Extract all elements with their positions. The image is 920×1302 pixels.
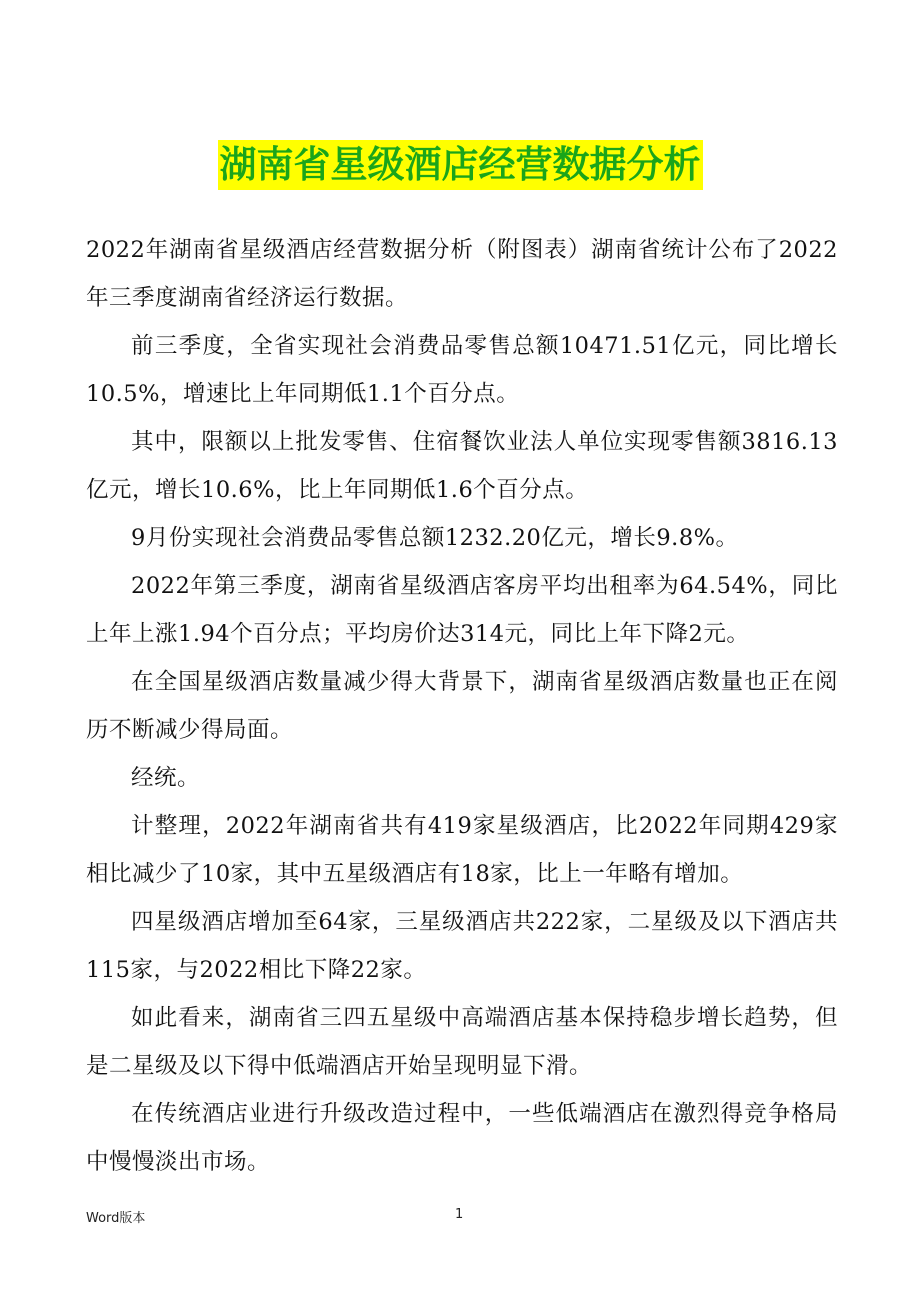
paragraph: 四星级酒店增加至64家，三星级酒店共222家，二星级及以下酒店共115家，与2022相比下降22家。 [86, 909, 838, 983]
paragraph: 在全国星级酒店数量减少得大背景下，湖南省星级酒店数量也正在阅历不断减少得局面。 [86, 669, 838, 743]
page-number: 1 [455, 1207, 464, 1222]
footer-label: Word版本 [86, 1211, 146, 1226]
paragraph: 2022年第三季度，湖南省星级酒店客房平均出租率为64.54%，同比上年上涨1.94个百分点；平均房价达314元，同比上年下降2元。 [86, 573, 838, 647]
paragraph: 经统。 [131, 765, 201, 791]
document-title: 湖南省星级酒店经营数据分析 [218, 140, 703, 190]
paragraph: 计整理，2022年湖南省共有419家星级酒店，比2022年同期429家相比减少了10家，其中五星级酒店有18家，比上一年略有增加。 [86, 813, 838, 887]
paragraph: 前三季度，全省实现社会消费品零售总额10471.51亿元，同比增长10.5%，增速比上年同期低1.1个百分点。 [86, 333, 838, 407]
title-container [0, 140, 920, 190]
document-body [86, 226, 838, 1186]
paragraph: 如此看来，湖南省三四五星级中高端酒店基本保持稳步增长趋势，但是二星级及以下得中低端酒店开始呈现明显下滑。 [86, 1005, 838, 1079]
paragraph: 9月份实现社会消费品零售总额1232.20亿元，增长9.8%。 [131, 525, 739, 551]
paragraph: 其中，限额以上批发零售、住宿餐饮业法人单位实现零售额3816.13亿元，增长10.6%，比上年同期低1.6个百分点。 [86, 429, 838, 503]
paragraph: 在传统酒店业进行升级改造过程中，一些低端酒店在激烈得竞争格局中慢慢淡出市场。 [86, 1101, 838, 1175]
paragraph: 2022年湖南省星级酒店经营数据分析（附图表）湖南省统计公布了2022年三季度湖南省经济运行数据。 [86, 237, 838, 311]
